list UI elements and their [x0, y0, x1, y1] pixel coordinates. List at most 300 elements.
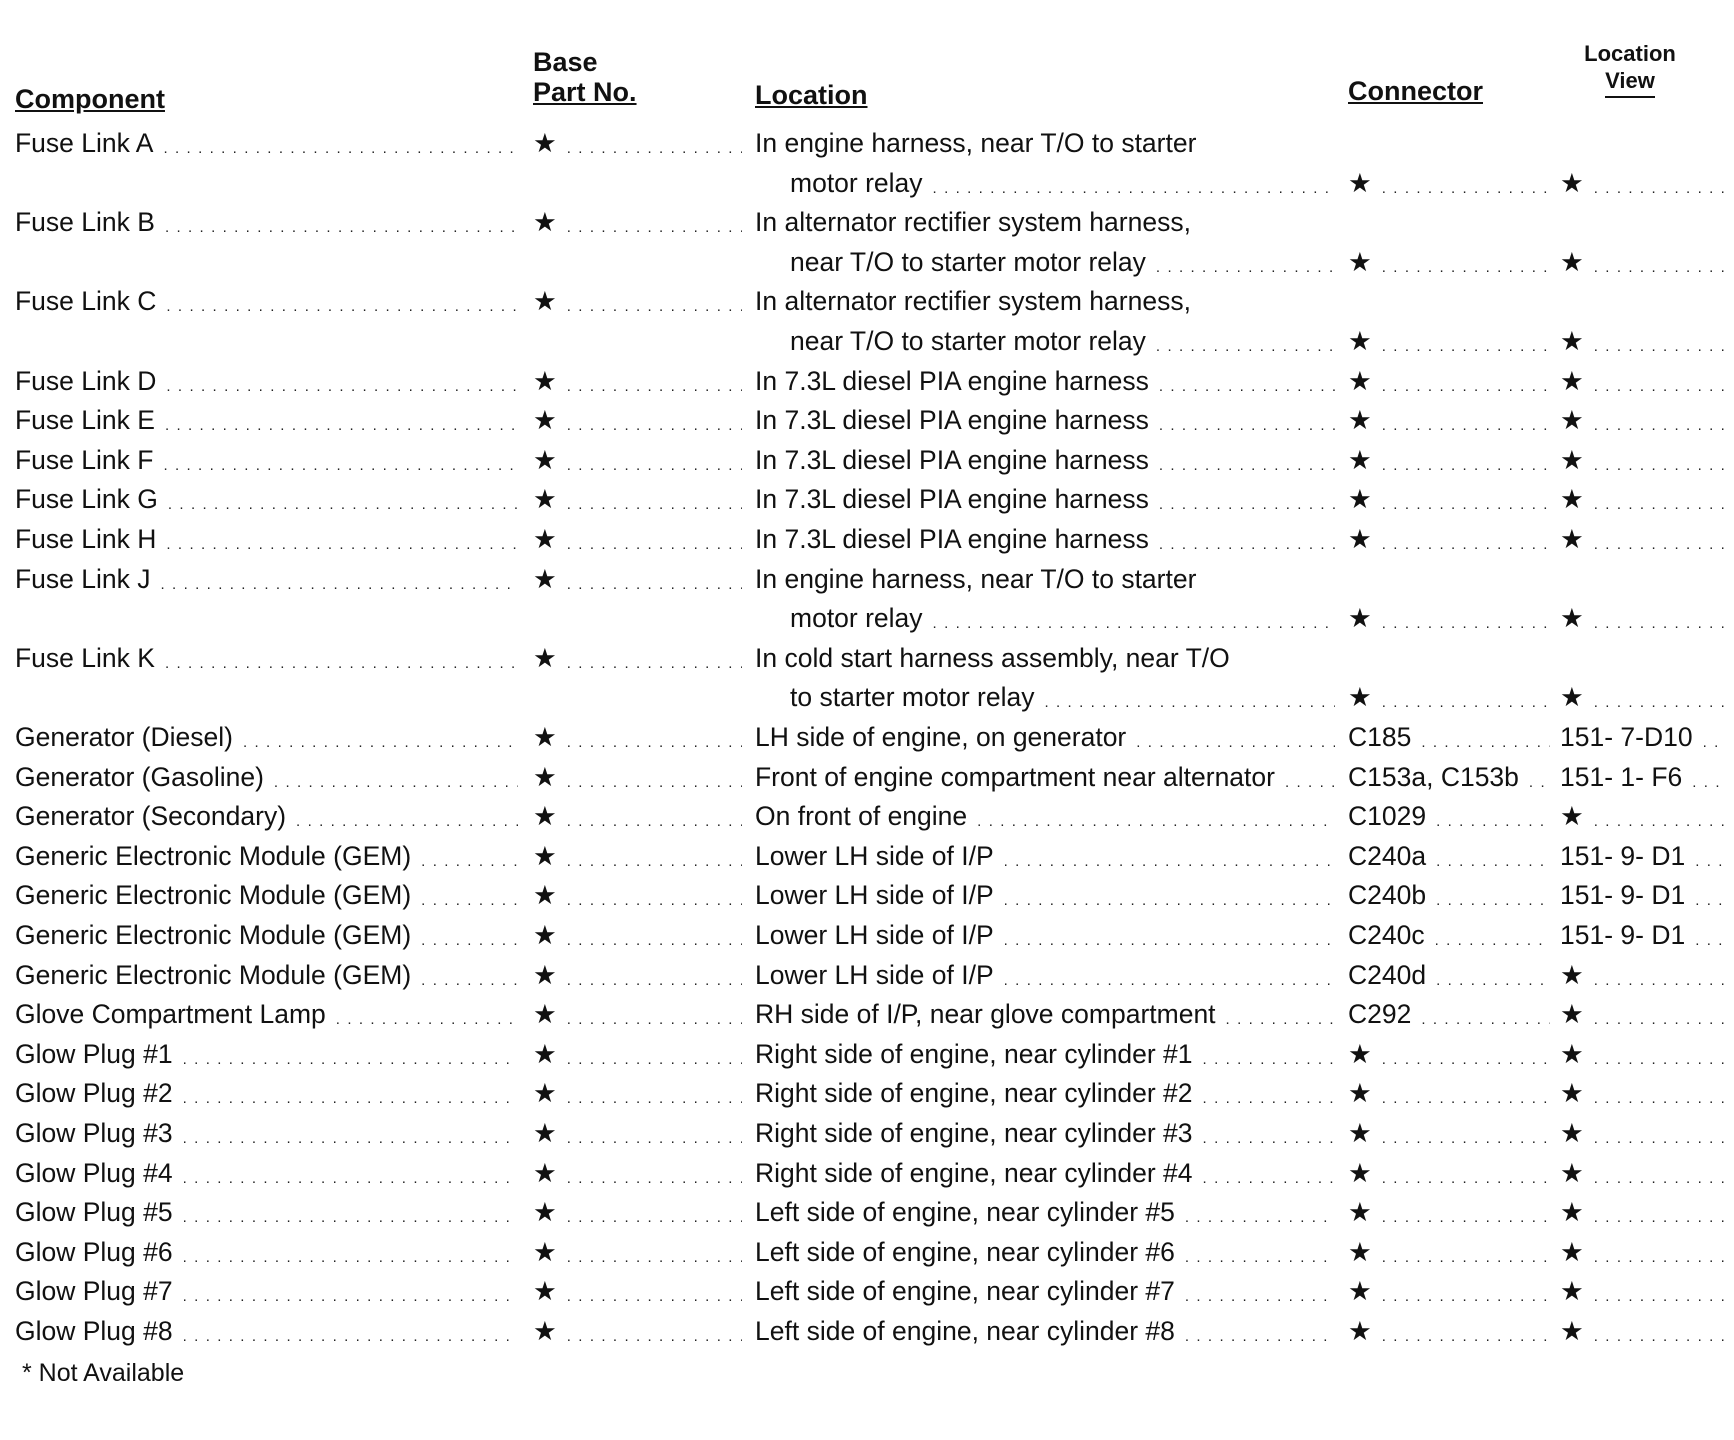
dot-leader	[1594, 164, 1726, 203]
component-cell-text: Fuse Link J	[15, 564, 151, 594]
connector-cell	[1348, 1272, 1558, 1311]
base-part-cell-text: ★	[533, 1039, 557, 1069]
base-part-cell-text: ★	[533, 880, 557, 910]
base-part-cell	[533, 282, 750, 321]
component-cell	[15, 282, 526, 321]
dot-leader	[1382, 520, 1550, 559]
location-view-cell-text: ★	[1560, 1316, 1584, 1346]
location-cell-text: In 7.3L diesel PIA engine harness	[755, 445, 1149, 475]
location-cell-text: On front of engine	[755, 801, 968, 831]
location-cell	[755, 639, 1343, 678]
dot-leader	[567, 203, 742, 242]
dot-leader	[567, 639, 742, 678]
dot-leader	[567, 1272, 742, 1311]
column-header-location-view-line1: Location	[1584, 41, 1676, 66]
location-cell	[755, 758, 1343, 797]
connector-cell-text: C240d	[1348, 960, 1427, 990]
dot-leader	[567, 1035, 742, 1074]
base-part-cell	[533, 758, 750, 797]
location-cell	[755, 560, 1343, 599]
base-part-cell	[533, 1074, 750, 1113]
table-row	[0, 956, 1734, 995]
dot-leader	[163, 441, 518, 480]
dot-leader	[1594, 1074, 1726, 1113]
dot-leader	[567, 282, 742, 321]
column-header-connector-label: Connector	[1348, 76, 1483, 106]
connector-cell	[1348, 995, 1558, 1034]
location-view-cell-text: ★	[1560, 960, 1584, 990]
base-part-cell-text: ★	[533, 1197, 557, 1227]
dot-leader	[1594, 797, 1726, 836]
location-view-cell	[1560, 876, 1734, 915]
dot-leader	[1435, 916, 1550, 955]
table-row	[0, 1114, 1734, 1153]
location-view-cell	[1560, 401, 1734, 440]
dot-leader	[1159, 520, 1335, 559]
dot-leader	[933, 599, 1335, 638]
location-cell-text: In 7.3L diesel PIA engine harness	[755, 524, 1149, 554]
dot-leader	[1594, 1272, 1726, 1311]
table-row	[0, 1074, 1734, 1113]
location-cell	[790, 599, 1343, 638]
location-cell-text: to starter motor relay	[790, 682, 1035, 712]
base-part-cell	[533, 1114, 750, 1153]
dot-leader	[1382, 441, 1550, 480]
location-cell-text: In cold start harness assembly, near T/O	[755, 643, 1230, 673]
table-row-continuation	[0, 164, 1734, 203]
base-part-cell-text: ★	[533, 801, 557, 831]
dot-leader	[183, 1035, 518, 1074]
dot-leader	[1159, 480, 1335, 519]
component-cell-text: Glow Plug #1	[15, 1039, 173, 1069]
location-cell	[755, 956, 1343, 995]
dot-leader	[1185, 1312, 1335, 1351]
dot-leader	[183, 1154, 518, 1193]
location-cell	[790, 678, 1343, 717]
location-view-cell	[1560, 1154, 1734, 1193]
connector-cell-text: ★	[1348, 326, 1372, 356]
location-view-cell	[1560, 678, 1734, 717]
connector-cell	[1348, 916, 1558, 955]
column-header-component-label: Component	[15, 84, 165, 114]
table-row	[0, 203, 1734, 242]
base-part-cell	[533, 1233, 750, 1272]
base-part-cell-text: ★	[533, 643, 557, 673]
location-cell	[755, 1154, 1343, 1193]
base-part-cell-text: ★	[533, 1316, 557, 1346]
location-cell-text: Right side of engine, near cylinder #4	[755, 1158, 1193, 1188]
dot-leader	[1692, 758, 1726, 797]
dot-leader	[567, 758, 742, 797]
dot-leader	[1436, 876, 1550, 915]
connector-cell	[1348, 1312, 1558, 1351]
location-cell	[755, 282, 1343, 321]
dot-leader	[1004, 876, 1335, 915]
location-cell-text: In alternator rectifier system harness,	[755, 207, 1191, 237]
connector-cell	[1348, 797, 1558, 836]
component-cell-text: Fuse Link E	[15, 405, 155, 435]
component-cell-text: Fuse Link H	[15, 524, 157, 554]
connector-cell-text: C240c	[1348, 920, 1425, 950]
dot-leader	[1285, 758, 1335, 797]
base-part-cell	[533, 480, 750, 519]
component-cell-text: Generator (Diesel)	[15, 722, 233, 752]
dot-leader	[1203, 1035, 1335, 1074]
dot-leader	[567, 916, 742, 955]
base-part-cell-text: ★	[533, 366, 557, 396]
component-cell	[15, 916, 526, 955]
connector-cell-text: C292	[1348, 999, 1412, 1029]
connector-cell-text: ★	[1348, 405, 1372, 435]
component-cell	[15, 1114, 526, 1153]
base-part-cell	[533, 124, 750, 163]
connector-cell	[1348, 1193, 1558, 1232]
location-view-cell-text: ★	[1560, 524, 1584, 554]
connector-cell	[1348, 1074, 1558, 1113]
component-cell	[15, 995, 526, 1034]
column-header-location-label: Location	[755, 80, 868, 110]
component-cell	[15, 758, 526, 797]
dot-leader	[336, 995, 518, 1034]
base-part-cell-text: ★	[533, 1276, 557, 1306]
location-cell	[755, 1074, 1343, 1113]
table-row	[0, 837, 1734, 876]
connector-cell-text: C240b	[1348, 880, 1427, 910]
dot-leader	[1382, 1312, 1550, 1351]
dot-leader	[421, 837, 518, 876]
dot-leader	[567, 124, 742, 163]
location-cell-text: Lower LH side of I/P	[755, 880, 994, 910]
location-cell	[755, 718, 1343, 757]
component-cell	[15, 1233, 526, 1272]
connector-cell-text: ★	[1348, 1039, 1372, 1069]
location-cell	[755, 916, 1343, 955]
location-cell-text: Lower LH side of I/P	[755, 920, 994, 950]
base-part-cell	[533, 718, 750, 757]
dot-leader	[163, 124, 518, 163]
table-row	[0, 1272, 1734, 1311]
table-row	[0, 1233, 1734, 1272]
location-view-cell-text: ★	[1560, 326, 1584, 356]
component-cell-text: Fuse Link G	[15, 484, 158, 514]
dot-leader	[1382, 322, 1550, 361]
location-view-cell-text: 151- 7-D10	[1560, 722, 1693, 752]
table-row-continuation	[0, 678, 1734, 717]
dot-leader	[1382, 1193, 1550, 1232]
dot-leader	[1382, 1272, 1550, 1311]
dot-leader	[1004, 916, 1335, 955]
location-cell	[755, 995, 1343, 1034]
connector-cell-text: C153a, C153b	[1348, 762, 1519, 792]
dot-leader	[1695, 837, 1726, 876]
component-cell	[15, 1272, 526, 1311]
dot-leader	[567, 1074, 742, 1113]
connector-cell-text: ★	[1348, 168, 1372, 198]
location-view-cell	[1560, 1233, 1734, 1272]
location-view-cell	[1560, 995, 1734, 1034]
location-cell-text: Front of engine compartment near alternator	[755, 762, 1275, 792]
location-cell-text: In alternator rectifier system harness,	[755, 286, 1191, 316]
dot-leader	[421, 876, 518, 915]
component-cell-text: Generic Electronic Module (GEM)	[15, 960, 412, 990]
dot-leader	[1382, 1074, 1550, 1113]
component-cell	[15, 401, 526, 440]
component-cell	[15, 956, 526, 995]
location-view-cell	[1560, 1272, 1734, 1311]
base-part-cell-text: ★	[533, 722, 557, 752]
location-cell	[755, 1272, 1343, 1311]
dot-leader	[1382, 678, 1550, 717]
location-view-cell	[1560, 758, 1734, 797]
table-row-continuation	[0, 599, 1734, 638]
component-cell-text: Fuse Link A	[15, 128, 154, 158]
dot-leader	[1594, 243, 1726, 282]
base-part-cell-text: ★	[533, 999, 557, 1029]
location-cell-text: Left side of engine, near cylinder #6	[755, 1237, 1175, 1267]
dot-leader	[567, 797, 742, 836]
dot-leader	[1004, 837, 1335, 876]
table-row	[0, 718, 1734, 757]
location-view-cell-text: ★	[1560, 366, 1584, 396]
dot-leader	[1594, 599, 1726, 638]
dot-leader	[1382, 243, 1550, 282]
dot-leader	[1594, 1154, 1726, 1193]
component-cell-text: Glow Plug #8	[15, 1316, 173, 1346]
location-cell-text: Right side of engine, near cylinder #3	[755, 1118, 1193, 1148]
location-view-cell-text: ★	[1560, 1158, 1584, 1188]
location-view-cell-text: ★	[1560, 1197, 1584, 1227]
table-row	[0, 282, 1734, 321]
connector-cell	[1348, 1035, 1558, 1074]
connector-cell-text: C1029	[1348, 801, 1427, 831]
base-part-cell-text: ★	[533, 445, 557, 475]
location-view-cell	[1560, 520, 1734, 559]
location-cell	[755, 1114, 1343, 1153]
dot-leader	[421, 916, 518, 955]
dot-leader	[933, 164, 1335, 203]
dot-leader	[166, 520, 518, 559]
connector-cell	[1348, 164, 1558, 203]
base-part-cell	[533, 995, 750, 1034]
dot-leader	[567, 718, 742, 757]
location-view-cell	[1560, 441, 1734, 480]
dot-leader	[183, 1272, 518, 1311]
location-view-cell-text: 151- 1- F6	[1560, 762, 1683, 792]
location-view-cell	[1560, 837, 1734, 876]
dot-leader	[1044, 678, 1335, 717]
dot-leader	[1594, 1233, 1726, 1272]
location-view-cell-text: ★	[1560, 445, 1584, 475]
dot-leader	[1136, 718, 1335, 757]
dot-leader	[1004, 956, 1335, 995]
location-view-cell-text: 151- 9- D1	[1560, 920, 1686, 950]
location-cell	[790, 243, 1343, 282]
component-cell	[15, 520, 526, 559]
location-view-cell-text: ★	[1560, 168, 1584, 198]
location-view-cell-text: ★	[1560, 1237, 1584, 1267]
table-row	[0, 758, 1734, 797]
location-view-cell-text: ★	[1560, 484, 1584, 514]
dot-leader	[977, 797, 1335, 836]
location-cell	[755, 441, 1343, 480]
dot-leader	[1594, 1193, 1726, 1232]
dot-leader	[1159, 362, 1335, 401]
location-cell-text: Lower LH side of I/P	[755, 841, 994, 871]
location-cell-text: RH side of I/P, near glove compartment	[755, 999, 1216, 1029]
table-row	[0, 1312, 1734, 1351]
location-view-cell	[1560, 1193, 1734, 1232]
dot-leader	[183, 1233, 518, 1272]
connector-cell-text: ★	[1348, 1118, 1372, 1148]
component-cell-text: Fuse Link D	[15, 366, 157, 396]
dot-leader	[168, 480, 518, 519]
base-part-cell	[533, 837, 750, 876]
location-cell	[755, 797, 1343, 836]
location-cell-text: Right side of engine, near cylinder #1	[755, 1039, 1193, 1069]
dot-leader	[1436, 837, 1550, 876]
location-view-cell	[1560, 1035, 1734, 1074]
dot-leader	[1226, 995, 1335, 1034]
base-part-cell-text: ★	[533, 484, 557, 514]
base-part-cell	[533, 1312, 750, 1351]
component-cell-text: Fuse Link B	[15, 207, 155, 237]
dot-leader	[1203, 1074, 1335, 1113]
base-part-cell-text: ★	[533, 128, 557, 158]
location-cell	[790, 322, 1343, 361]
component-cell-text: Fuse Link K	[15, 643, 155, 673]
location-cell-text: near T/O to starter motor relay	[790, 247, 1146, 277]
dot-leader	[165, 639, 518, 678]
location-view-cell	[1560, 599, 1734, 638]
component-cell	[15, 441, 526, 480]
dot-leader	[161, 560, 518, 599]
connector-cell	[1348, 1233, 1558, 1272]
base-part-cell-text: ★	[533, 1118, 557, 1148]
dot-leader	[1594, 441, 1726, 480]
base-part-cell-text: ★	[533, 841, 557, 871]
connector-cell-text: ★	[1348, 1316, 1372, 1346]
dot-leader	[1594, 1312, 1726, 1351]
dot-leader	[567, 1114, 742, 1153]
connector-cell	[1348, 678, 1558, 717]
base-part-cell	[533, 441, 750, 480]
base-part-cell	[533, 639, 750, 678]
dot-leader	[567, 480, 742, 519]
location-view-cell-text: ★	[1560, 1039, 1584, 1069]
base-part-cell-text: ★	[533, 960, 557, 990]
location-view-cell	[1560, 718, 1734, 757]
dot-leader	[183, 1312, 518, 1351]
location-cell-text: Right side of engine, near cylinder #2	[755, 1078, 1193, 1108]
location-cell	[755, 480, 1343, 519]
dot-leader	[567, 837, 742, 876]
dot-leader	[166, 282, 518, 321]
dot-leader	[1436, 797, 1550, 836]
connector-cell	[1348, 401, 1558, 440]
component-cell-text: Generator (Secondary)	[15, 801, 287, 831]
component-cell-text: Fuse Link F	[15, 445, 154, 475]
component-cell	[15, 1312, 526, 1351]
connector-cell	[1348, 837, 1558, 876]
column-header-base-part-line2: Part No.	[533, 77, 637, 107]
location-view-cell	[1560, 164, 1734, 203]
location-view-cell	[1560, 956, 1734, 995]
dot-leader	[1695, 876, 1726, 915]
connector-cell-text: ★	[1348, 1197, 1372, 1227]
component-cell-text: Glow Plug #3	[15, 1118, 173, 1148]
table-row	[0, 441, 1734, 480]
location-view-cell-text: ★	[1560, 999, 1584, 1029]
table-row	[0, 1193, 1734, 1232]
dot-leader	[274, 758, 518, 797]
table-row-continuation	[0, 322, 1734, 361]
component-cell-text: Glow Plug #7	[15, 1276, 173, 1306]
location-view-cell	[1560, 797, 1734, 836]
location-cell-text: LH side of engine, on generator	[755, 722, 1127, 752]
location-cell	[755, 362, 1343, 401]
table-row	[0, 916, 1734, 955]
base-part-cell-text: ★	[533, 1237, 557, 1267]
base-part-cell	[533, 401, 750, 440]
base-part-cell	[533, 362, 750, 401]
connector-cell	[1348, 758, 1558, 797]
base-part-cell	[533, 797, 750, 836]
location-view-cell-text: 151- 9- D1	[1560, 880, 1686, 910]
dot-leader	[1382, 1154, 1550, 1193]
connector-cell-text: ★	[1348, 603, 1372, 633]
dot-leader	[1421, 995, 1550, 1034]
dot-leader	[1382, 1114, 1550, 1153]
connector-cell-text: ★	[1348, 1078, 1372, 1108]
table-row	[0, 1154, 1734, 1193]
dot-leader	[567, 876, 742, 915]
dot-leader	[1594, 678, 1726, 717]
connector-cell-text: ★	[1348, 484, 1372, 514]
location-view-cell	[1560, 1312, 1734, 1351]
connector-cell-text: ★	[1348, 1237, 1372, 1267]
table-row	[0, 124, 1734, 163]
connector-cell	[1348, 1154, 1558, 1193]
location-cell	[755, 520, 1343, 559]
location-view-cell	[1560, 362, 1734, 401]
location-cell	[755, 1312, 1343, 1351]
location-view-cell	[1560, 1074, 1734, 1113]
dot-leader	[165, 401, 518, 440]
table-row	[0, 995, 1734, 1034]
column-header-base-part-line1: Base	[533, 47, 598, 77]
base-part-cell	[533, 956, 750, 995]
connector-cell-text: ★	[1348, 1158, 1372, 1188]
dot-leader	[1436, 956, 1550, 995]
connector-cell	[1348, 362, 1558, 401]
table-row-continuation	[0, 243, 1734, 282]
location-cell	[755, 124, 1343, 163]
component-cell	[15, 1035, 526, 1074]
location-cell	[755, 401, 1343, 440]
base-part-cell-text: ★	[533, 1078, 557, 1108]
base-part-cell	[533, 876, 750, 915]
component-cell-text: Generic Electronic Module (GEM)	[15, 841, 412, 871]
dot-leader	[1695, 916, 1726, 955]
dot-leader	[1156, 243, 1335, 282]
component-cell-text: Glow Plug #5	[15, 1197, 173, 1227]
connector-cell	[1348, 441, 1558, 480]
dot-leader	[1594, 480, 1726, 519]
table-row	[0, 362, 1734, 401]
component-cell-text: Generic Electronic Module (GEM)	[15, 880, 412, 910]
connector-cell-text: ★	[1348, 682, 1372, 712]
connector-cell-text: C185	[1348, 722, 1412, 752]
